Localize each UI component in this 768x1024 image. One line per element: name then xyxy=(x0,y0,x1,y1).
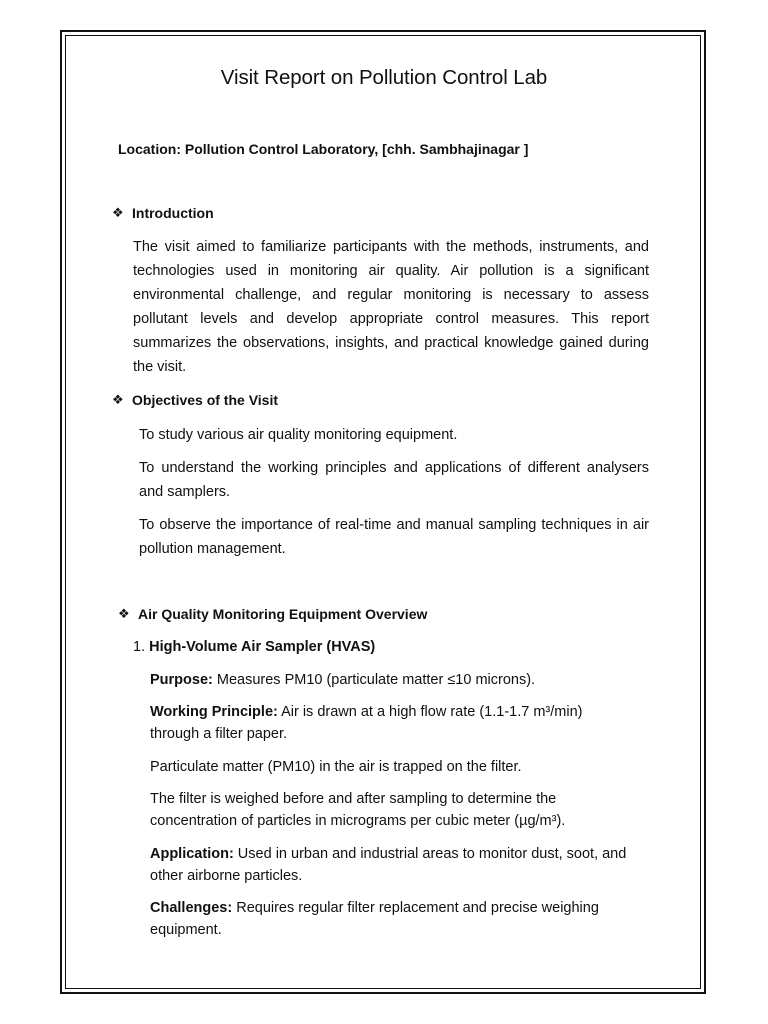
application-line xyxy=(150,843,650,887)
list-number: 1. xyxy=(133,639,146,655)
challenges-text: Requires regular filter replacement and precise weighing equipment. xyxy=(150,900,599,938)
challenges-label: Challenges: xyxy=(150,900,233,916)
introduction-heading xyxy=(112,205,214,221)
purpose-label: Purpose: xyxy=(150,672,213,688)
report-title: Visit Report on Pollution Control Lab xyxy=(220,66,548,89)
application-label: Application: xyxy=(150,846,234,862)
principle-line xyxy=(150,701,600,745)
objective-item: To understand the working principles and applications of different analysers and samplers. xyxy=(139,460,649,500)
principle-label: Working Principle: xyxy=(150,704,278,720)
weigh-line: The filter is weighed before and after sampling to determine the concentration of particles in micrograms per cubic meter (µg/m³). xyxy=(150,791,566,829)
trap-line: Particulate matter (PM10) in the air is trapped on the filter. xyxy=(150,759,522,775)
application-text: Used in urban and industrial areas to monitor dust, soot, and other airborne particles. xyxy=(150,846,627,884)
principle-text: Air is drawn at a high flow rate (1.1-1.7 m³/min) through a filter paper. xyxy=(150,704,583,742)
introduction-paragraph: The visit aimed to familiarize participants with the methods, instruments, and technologies used in monitoring air quality. Air pollution is a significant environmental challenge, and regular monitoring is necessary to assess pollutant levels and develop appropriate control measures. This report summarizes the observations, insights, and practical knowledge gained during the visit. xyxy=(133,239,649,375)
objectives-heading-text: Objectives of the Visit xyxy=(132,392,279,408)
objectives-heading xyxy=(112,392,278,408)
objective-item: To observe the importance of real-time and manual sampling techniques in air pollution management. xyxy=(139,517,649,557)
purpose-text: Measures PM10 (particulate matter ≤10 microns). xyxy=(212,672,536,688)
diamond-bullet-icon: ❖ xyxy=(118,606,130,621)
location-line: Location: Pollution Control Laboratory, [chh. Sambhajinagar ] xyxy=(118,141,529,157)
purpose-line xyxy=(150,669,650,691)
equipment-item-title xyxy=(133,636,375,658)
equipment-heading-text: Air Quality Monitoring Equipment Overview xyxy=(138,606,428,622)
equipment-heading xyxy=(118,606,427,622)
equipment-name: High-Volume Air Sampler (HVAS) xyxy=(149,639,376,655)
diamond-bullet-icon: ❖ xyxy=(112,392,124,407)
diamond-bullet-icon: ❖ xyxy=(112,205,124,220)
introduction-heading-text: Introduction xyxy=(132,205,214,221)
objective-item: To study various air quality monitoring equipment. xyxy=(139,427,458,443)
challenges-line xyxy=(150,897,620,941)
